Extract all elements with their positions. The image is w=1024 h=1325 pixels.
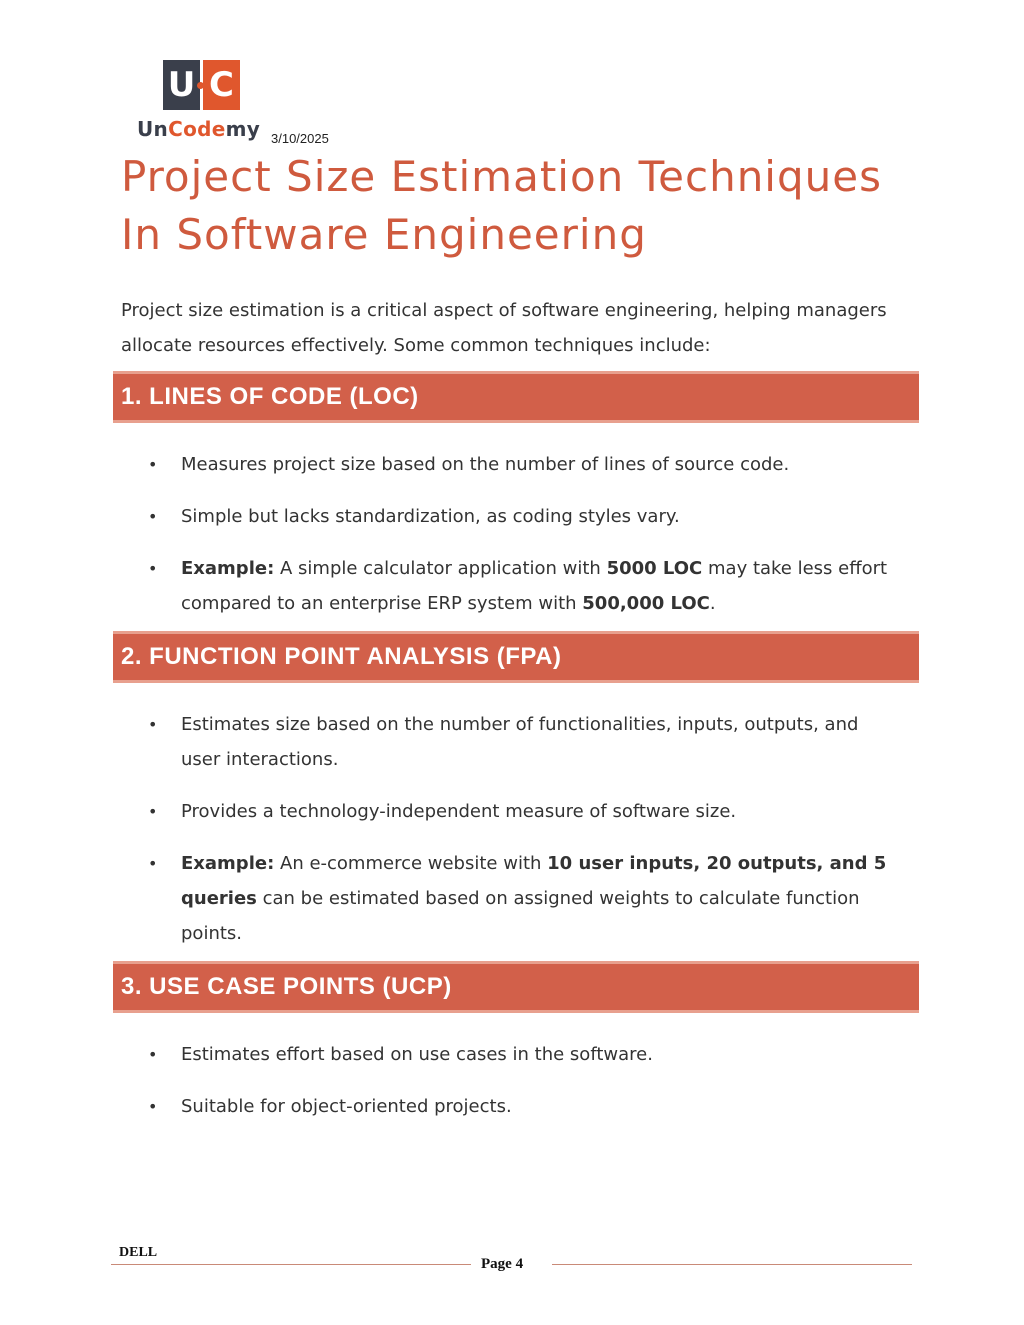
loc-value: 5000 LOC (606, 558, 703, 579)
footer-rule-left (111, 1264, 471, 1265)
intro-paragraph: Project size estimation is a critical aspect of software engineering, helping managers allocate resources effectively. Some common techniques include: (121, 300, 887, 356)
logo-mark (137, 60, 267, 112)
title-line-2: In Software Engineering (121, 210, 647, 259)
list-item: • Simple but lacks standardization, as coding styles vary. (0, 499, 901, 534)
uncodemy-logo (137, 60, 267, 141)
list-item: • Estimates size based on the number of functionalities, inputs, outputs, and user interactions. (0, 707, 901, 777)
example-label: Example: (181, 853, 275, 874)
loc-value: 500,000 LOC (582, 593, 710, 614)
list-item: • Measures project size based on the number of lines of source code. (0, 447, 901, 482)
section-heading-ucp: 3. USE CASE POINTS (UCP) (113, 961, 919, 1013)
list-item: • Suitable for object-oriented projects. (0, 1089, 901, 1124)
page-title (121, 148, 921, 264)
footer-rule-right (552, 1264, 912, 1265)
logo-letter-c: C (203, 60, 240, 110)
section-heading-fpa: 2. FUNCTION POINT ANALYSIS (FPA) (113, 631, 919, 683)
list-item: • Example: A simple calculator application with 5000 LOC may take less effort compared to an enterprise ERP system with 500,000 LOC. (0, 551, 901, 621)
section-heading-loc: 1. LINES OF CODE (LOC) (113, 371, 919, 423)
list-item: • Estimates effort based on use cases in the software. (0, 1037, 901, 1072)
list-item: • Provides a technology-independent measure of software size. (0, 794, 901, 829)
logo-wordmark: UnCodemy (137, 117, 261, 141)
page-number: Page 4 (481, 1256, 524, 1272)
section-list-loc (0, 447, 1024, 638)
fpa-counts: 10 user inputs, 20 outputs, and 5 queries (181, 853, 887, 909)
example-label: Example: (181, 558, 275, 579)
logo-letter-u: U (163, 60, 200, 110)
list-item: • Example: An e-commerce website with 10 user inputs, 20 outputs, and 5 queries can be estimated based on assigned weights to calculate function points. (0, 846, 901, 951)
document-date: 3/10/2025 (271, 131, 329, 146)
footer-author: DELL (119, 1245, 158, 1260)
section-list-ucp (0, 1037, 1024, 1141)
title-line-1: Project Size Estimation Techniques (121, 152, 882, 201)
section-list-fpa (0, 707, 1024, 968)
